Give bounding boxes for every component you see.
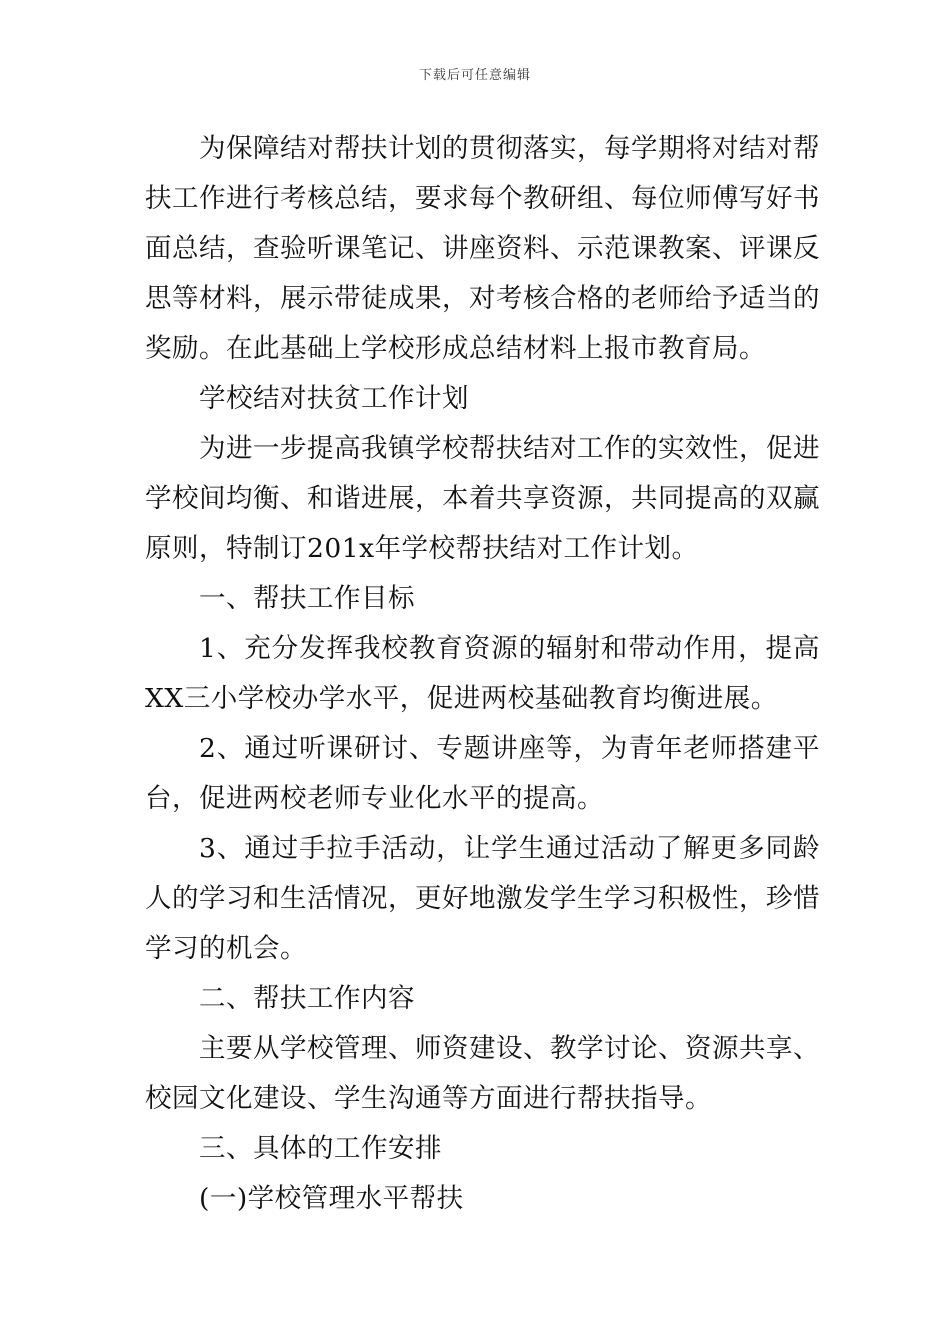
document-body xyxy=(145,124,820,1224)
paragraph-assessment: 为保障结对帮扶计划的贯彻落实，每学期将对结对帮扶工作进行考核总结，要求每个教研组、每位师傅写好书面总结，查验听课笔记、讲座资料、示范课教案、评课反思等材料，展示带徒成果，对考核合格的老师给予适当的奖励。在此基础上学校形成总结材料上报市教育局。 xyxy=(145,133,820,364)
subheading-management: (一)学校管理水平帮扶 xyxy=(199,1183,464,1214)
heading-content: 二、帮扶工作内容 xyxy=(199,983,415,1014)
paragraph-content: 主要从学校管理、师资建设、教学讨论、资源共享、校园文化建设、学生沟通等方面进行帮扶指导。 xyxy=(145,1033,820,1114)
goal-item-1: 1、充分发挥我校教育资源的辐射和带动作用，提高XX三小学校办学水平，促进两校基础教育均衡进展。 xyxy=(145,633,820,714)
paragraph-intro: 为进一步提高我镇学校帮扶结对工作的实效性，促进学校间均衡、和谐进展，本着共享资源，共同提高的双赢原则，特制订201x年学校帮扶结对工作计划。 xyxy=(145,433,820,564)
section-title-plan: 学校结对扶贫工作计划 xyxy=(199,383,469,414)
heading-goals: 一、帮扶工作目标 xyxy=(199,583,415,614)
heading-arrangement: 三、具体的工作安排 xyxy=(199,1133,442,1164)
page-header: 下载后可任意编辑 xyxy=(418,68,531,83)
goal-item-3: 3、通过手拉手活动，让学生通过活动了解更多同龄人的学习和生活情况，更好地激发学生学习积极性，珍惜学习的机会。 xyxy=(145,833,820,964)
goal-item-2: 2、通过听课研讨、专题讲座等，为青年老师搭建平台，促进两校老师专业化水平的提高。 xyxy=(145,733,820,814)
